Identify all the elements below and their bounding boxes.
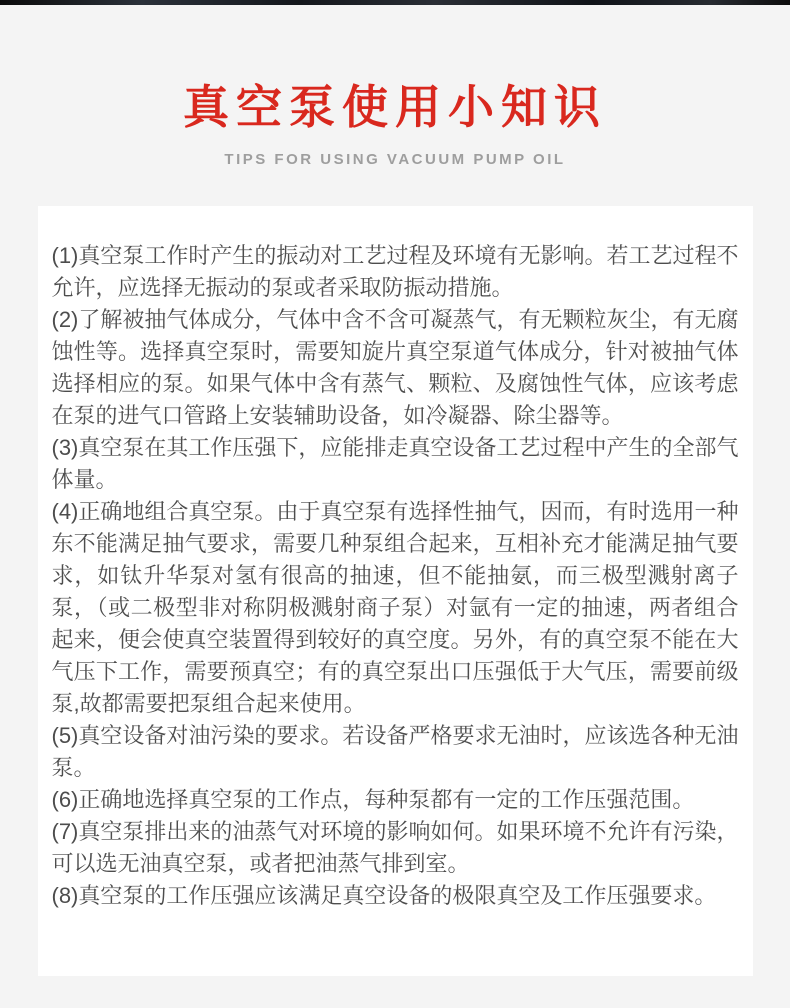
tip-paragraph-8: (8)真空泵的工作压强应该满足真空设备的极限真空及工作压强要求。 [51, 883, 717, 909]
page-subtitle: TIPS FOR USING VACUUM PUMP OIL [224, 150, 566, 168]
tip-paragraph-4: (4)正确地组合真空泵。由于真空泵有选择性抽气，因而，有时选用一种东不能满足抽气要求，需要几种泵组合起来，互相补充才能满足抽气要求，如钛升华泵对氢有很高的抽速，但不能抽氨，而三极型溅射离子泵，（或二极型非对称阴极溅射商子泵）对氩有一定的抽速，两者组合起来，便会使真空装置得到较好的真空度。另外，有的真空泵不能在大气压下工作，需要预真空；有的真空泵出口压强低于大气压，需要前级泵,故都需要把泵组合起来使用。 [51, 499, 739, 717]
tip-paragraph-6: (6)正确地选择真空泵的工作点，每种泵都有一定的工作压强范围。 [51, 787, 695, 813]
tip-paragraph-3: (3)真空泵在其工作压强下，应能排走真空设备工艺过程中产生的全部气体量。 [51, 435, 739, 493]
tip-paragraph-5: (5)真空设备对油污染的要求。若设备严格要求无油时，应该选各种无油泵。 [51, 723, 739, 781]
tip-paragraph-2: (2)了解被抽气体成分，气体中含不含可凝蒸气，有无颗粒灰尘，有无腐蚀性等。选择真空泵时，需要知旋片真空泵道气体成分，针对被抽气体选择相应的泵。如果气体中含有蒸气、颗粒、及腐蚀性气体，应该考虑在泵的进气口管路上安装辅助设备，如冷凝器、除尘器等。 [51, 307, 739, 429]
tips-card [38, 206, 753, 976]
tip-paragraph-1: (1)真空泵工作时产生的振动对工艺过程及环境有无影响。若工艺过程不允许，应选择无振动的泵或者采取防振动措施。 [51, 243, 739, 301]
page-title: 真空泵使用小知识 [183, 81, 607, 133]
tip-paragraph-7: (7)真空泵排出来的油蒸气对环境的影响如何。如果环境不允许有污染，可以选无油真空泵，或者把油蒸气排到室。 [51, 819, 739, 877]
header [0, 5, 790, 168]
